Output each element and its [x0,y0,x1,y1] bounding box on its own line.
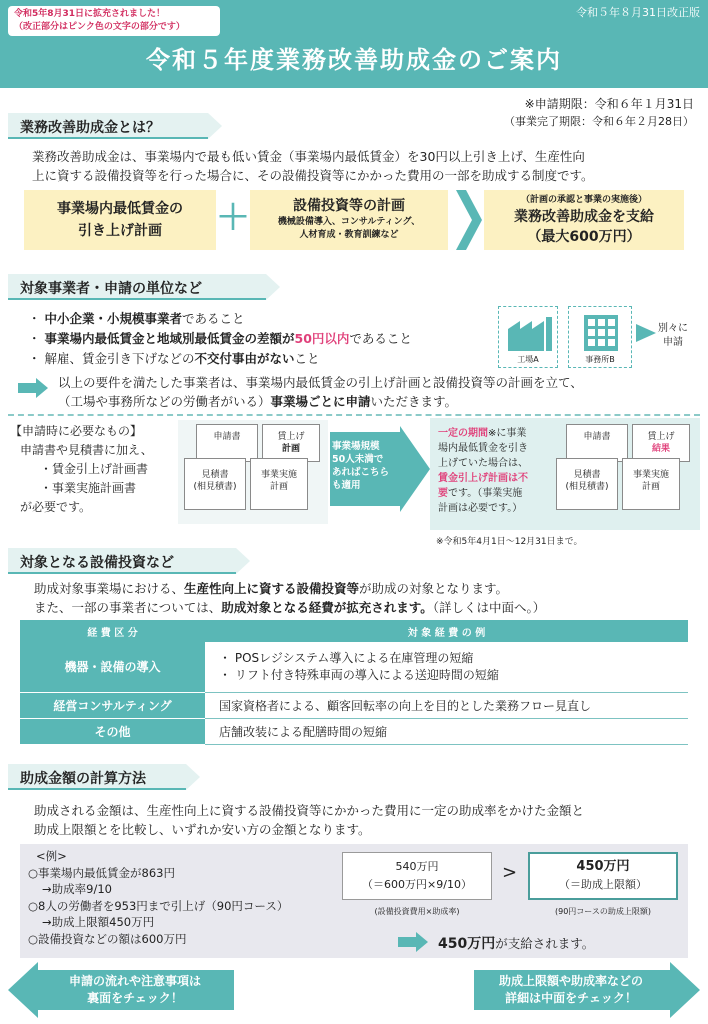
doc2-business-plan: 事業実施 計画 [622,458,680,510]
office-building-icon [570,311,632,353]
doc-estimate: 見積書 (相見積書) [184,458,246,510]
chevron-right-icon [456,190,482,250]
investment-plan-sub2: 人材育成・教育訓練など [299,230,399,240]
notice-box [8,6,220,36]
section3-para-line1: 助成対象事業場における、生産性向上に資する設備投資等が助成の対象となります。 [34,581,509,596]
section1-paragraph [32,147,702,185]
example-item: ○設備投資などの額は600万円 [28,931,187,946]
grant-box [484,190,684,250]
small-business-note: 事業場規模 50人未満で あればこちら も適用 [332,441,390,491]
eligibility-item-2: ・ 事業場内最低賃金と地域別最低賃金の差額が50円以内であること [28,331,412,346]
notice-line2: （改正部分はピンク色の文字の部分です） [14,22,185,32]
row-examples: 店舗改装による配膳時間の短縮 [205,718,688,744]
eligibility-item-1: ・ 中小企業・小規模事業者であること [28,311,245,326]
doc-wage-plan: 賃上げ 計画 [262,424,320,462]
required-docs [10,422,153,517]
cost-table-header [20,620,688,642]
wage-plan-box [24,190,216,250]
section4-heading: 助成金額の計算方法 [8,764,186,790]
revision-label: 令和５年８月31日改正版 [576,6,700,19]
required-line2: ・賃金引上げ計画書 [40,462,149,476]
table-row [20,692,688,718]
section3-para-line2: また、一部の事業者については、助成対象となる経費が拡充されます。（詳しくは中面へ。） [34,600,546,615]
middle-page-link[interactable]: 助成上限額や助成率などの 詳細は中面をチェック！ [498,974,643,1005]
investment-plan-box [250,190,448,250]
section3-heading: 対象となる設備投資など [8,548,236,574]
arrow-right-icon [398,932,428,952]
investment-plan-sub1: 機械設備導入、コンサルティング、 [277,217,421,227]
deadline-line1: ※申請期限：令和６年１月31日 [524,97,694,111]
limit-note: (90円コースの助成上限額) [554,907,652,916]
wage-plan-line2: 引き上げ計画 [78,223,162,239]
section3-paragraph [34,579,704,617]
section1-para-line1: 業務改善助成金は、事業場内で最も低い賃金（事業場内最低賃金）を30円以上引き上げ、生産性向 [32,149,585,164]
example-item: ○8人の労働者を953円まで引上げ（90円コース） [28,898,289,913]
section1-heading: 業務改善助成金とは？ [8,113,208,139]
wage-plan-line1: 事業場内最低賃金の [57,201,183,217]
factory-icon [500,311,558,353]
section4-para-line1: 助成される金額は、生産性向上に資する設備投資等にかかった費用に一定の助成率をかけた金額と [34,803,585,818]
example-title: <例> [36,849,67,863]
col-examples: 対 象 経 費 の 例 [205,620,688,642]
page-title: 令和５年度業務改善助成金のご案内 [146,46,562,74]
summary-line2: （工場や事務所などの労働者がいる）事業場ごとに申請いただきます。 [58,394,458,409]
grant-line2: （最大600万円） [527,229,641,245]
row-category: その他 [20,718,205,744]
deadline [504,96,694,130]
table-row [20,718,688,744]
special-case-text: 一定の期間※に事業 場内最低賃金を引き 上げていた場合は、 賃金引上げ計画は不 要です。（事業実施 計画は必要です。） [438,428,528,514]
col-category: 経 費 区 分 [20,620,205,642]
doc2-wage-result: 賃上げ 結果 [632,424,690,462]
section4-paragraph [34,801,704,839]
investment-plan-title: 設備投資等の計画 [293,198,405,214]
cost-table [20,620,688,745]
eligibility-item-3: ・ 解雇、賃金引き下げなどの不交付事由がないこと [28,351,320,366]
example-item: →助成上限額450万円 [42,915,155,929]
summary-line1: 以上の要件を満たした事業者は、事業場内最低賃金の引上げ計画と設備投資等の計画を立て、 [58,375,583,390]
office-card [568,306,632,368]
deadline-line2: （事業完了期限：令和６年２月28日） [504,115,694,128]
required-line3: ・事業実施計画書 [40,481,137,495]
arrow-right-icon [636,324,656,342]
office-label: 事務所B [585,355,615,364]
calc-note: (設備投資費用×助成率) [374,907,460,916]
row-category: 経営コンサルティング [20,692,205,718]
required-line4: が必要です。 [20,500,92,514]
table-row [20,642,688,692]
row-examples: 国家資格者による、顧客回転率の向上を目的とした業務フロー見直し [205,692,688,718]
required-title: 【申請時に必要なもの】 [10,424,143,438]
required-line1: 申請書や見積書に加え、 [20,443,153,457]
section2-heading: 対象事業者・申請の単位など [8,274,266,300]
factory-label: 工場A [517,355,539,364]
doc-business-plan: 事業実施 計画 [250,458,308,510]
row-category: 機器・設備の導入 [20,642,205,692]
example-item: →助成率9/10 [42,882,112,896]
example-list [28,848,288,947]
doc-application: 申請書 [196,424,258,462]
separate-line1: 別々に [658,323,688,334]
notice-line1: 令和5年8月31日に拡充されました！ [14,9,166,19]
separate-line2: 申請 [663,337,683,348]
divider [8,414,700,416]
eligibility-list [28,309,498,369]
row-examples: ・ POSレジシステム導入による在庫管理の短縮 ・ リフト付き特殊車両の導入による送迎時間の短縮 [205,642,688,692]
summary-paragraph [58,373,704,411]
plus-icon: ＋ [216,198,250,238]
doc2-estimate: 見積書 (相見積書) [556,458,618,510]
factory-card [498,306,558,368]
grant-note: （計画の承認と事業の実施後） [520,195,647,205]
separate-application [658,322,688,350]
section4-para-line2: 助成上限額とを比較し、いずれか安い方の金額となります。 [34,822,371,837]
period-note: ※令和5年4月1日～12月31日まで。 [436,537,583,547]
back-page-link[interactable]: 申請の流れや注意事項は 裏面をチェック！ [68,974,201,1005]
calc-box: 540万円 （＝600万円×9/10） [342,852,492,900]
example-item: ○事業場内最低賃金が863円 [28,865,175,880]
greater-than: > [502,862,518,883]
result-text: 450万円が支給されます。 [438,936,595,952]
arrow-right-icon [18,378,48,398]
grant-line1: 業務改善助成金を支給 [514,209,654,225]
limit-box: 450万円 （＝助成上限額） [528,852,678,900]
doc2-application: 申請書 [566,424,628,462]
section1-para-line2: 上に資する設備投資等を行った場合に、その設備投資等にかかった費用の一部を助成する制度です。 [32,168,594,183]
